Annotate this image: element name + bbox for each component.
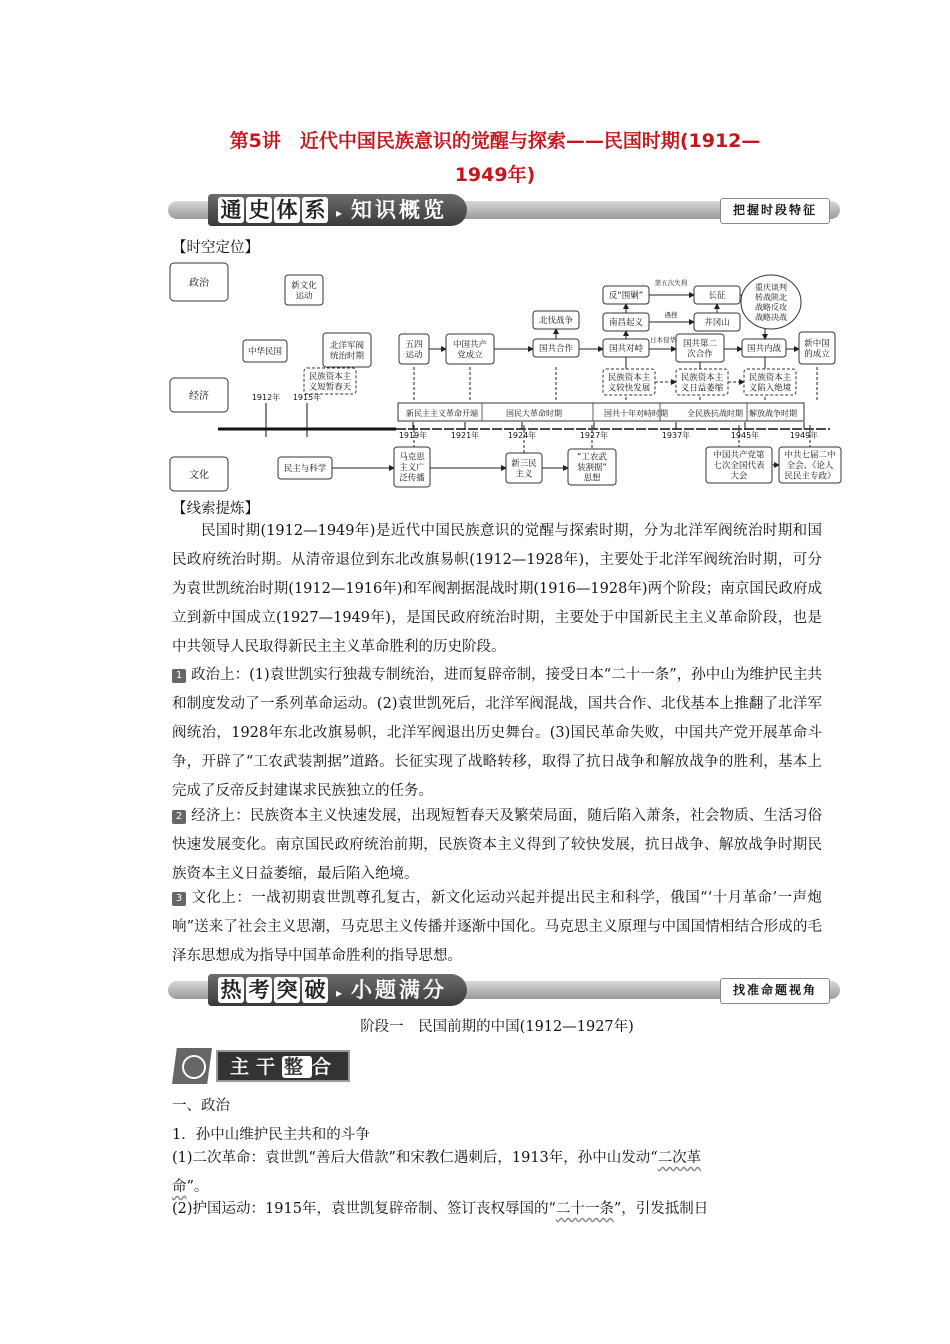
box-minzu2 — [603, 369, 655, 395]
triangle-icon: ▸ — [336, 206, 346, 220]
year-label: 1919年 — [398, 431, 428, 440]
target-icon — [172, 1048, 212, 1084]
box-text: 思想 — [583, 473, 601, 484]
banner-overview — [168, 193, 840, 227]
box-text: 国共合作 — [538, 344, 574, 354]
box-text: 重庆谈判 — [755, 283, 787, 292]
title-line-2: 1949年) — [454, 164, 536, 186]
box-text: 大会 — [730, 471, 748, 482]
arrow-label-fifth-defeat: 第五次失利 — [654, 279, 688, 287]
box-text: 主义 — [515, 469, 533, 480]
box-qida — [706, 447, 772, 483]
box-xinzhongguo — [799, 332, 835, 364]
box-text: 七次全国代表 — [713, 461, 765, 471]
box-text: 国共第二 — [682, 338, 718, 349]
box-text: 义较快发展 — [607, 383, 651, 394]
number-badge: 3 — [172, 892, 186, 906]
box-text: 义短暂春天 — [308, 382, 352, 393]
stage-label: 新民主主义革命开端 — [406, 409, 478, 418]
point-culture: 3 文化上：一战初期袁世凯尊孔复古，新文化运动兴起并提出民主和科学，俄国“‘十月革命’一声炮响”送来了社会主义思潮，马克思主义传播并逐渐中国化。马克思主义原理与中国国情相结合形成的毛泽东思想成为指导中国革命胜利的指导思想。 — [172, 890, 822, 964]
item-national-protection: (2)护国运动：1915年，袁世凯复辟帝制、签订丧权辱国的“二十一条”，引发抵制日 — [172, 1201, 709, 1217]
box-text: 井冈山 — [704, 318, 730, 328]
box-text: 新三民 — [511, 458, 537, 469]
year-label: 1924年 — [507, 431, 537, 440]
box-text: 民民主专政》 — [784, 471, 836, 482]
box-gghz — [533, 339, 579, 357]
box-text: 民族资本主 — [680, 372, 724, 383]
box-text: 中国共产 — [452, 339, 488, 350]
box-text: 统治时期 — [329, 351, 365, 362]
box-text: 国共对峙 — [608, 344, 644, 354]
box-text: 长征 — [708, 291, 726, 301]
box-text: 次合作 — [687, 349, 713, 360]
year-label: 1945年 — [730, 431, 760, 440]
arrow-label-setback: 遇挫 — [664, 311, 678, 319]
title-line-1: 第5讲 近代中国民族意识的觉醒与探索——民国时期(1912— — [229, 130, 761, 152]
box-text: 义陷入绝境 — [748, 383, 792, 394]
box-weijiao — [603, 286, 649, 304]
paragraph-intro: 民国时期(1912—1949年)是近代中国民族意识的觉醒与探索时期，分为北洋军阀统治时期和国民政府统治时期。从清帝退位到东北改旗易帜(1912—1928年)，主要处于北洋军阀统治时期，可分为袁世凯统治时期(1912—1916年)和军阀割据混战时期(1916—1928年)两个阶段；南京国民政府成立到新中国成立(1927—1949年)，是国民政府统治时期，主要处于中国新民主主义革命阶段，也是中共领导人民取得新民主主义革命胜利的历史阶段。 — [172, 523, 822, 655]
year-label: 1949年 — [789, 431, 819, 440]
box-text: 南昌起义 — [608, 318, 644, 328]
box-qijie — [779, 447, 841, 483]
box-makesi — [394, 447, 430, 487]
box-xinwenhua — [285, 275, 323, 305]
box-text: 北伐战争 — [538, 316, 574, 326]
banner-hotspot — [168, 973, 840, 1007]
box-text: 新中国 — [804, 338, 830, 349]
stage-label: 国共十年对峙时期 — [604, 409, 668, 418]
box-gongduizhi — [603, 339, 649, 357]
box-text: 战略决战 — [755, 313, 787, 322]
subsection-1: 1．孙中山维护民主共和的斗争 — [172, 1127, 370, 1143]
year-label: 1921年 — [450, 431, 480, 440]
banner-overview-tag: 把握时段特征 — [720, 198, 830, 224]
point-politics: 1 政治上：(1)袁世凯实行独裁专制统治，进而复辟帝制，接受日本“二十一条”，孙中山为维护民主共和制度发动了一系列革命运动。(2)袁世凯死后，北洋军阀混战，国共合作、北伐基本上推翻了北洋军阀统治，1928年东北改旗易帜，北洋军阀退出历史舞台。(3)国民革命失败，中国共产党开展革命斗争，开辟了“工农武装割据”道路。长征实现了战略转移，取得了抗日战争和解放战争的胜利，基本上完成了反帝反封建谋求民族独立的任务。 — [172, 667, 822, 799]
box-text: 新文化 — [291, 280, 317, 291]
box-text: 民主与科学 — [283, 464, 327, 474]
stage-label: 解放战争时期 — [749, 409, 797, 418]
year-label: 1915年 — [292, 393, 322, 402]
banner-hotspot-tag: 找准命题视角 — [720, 978, 830, 1004]
box-text: 反“围剿” — [608, 291, 644, 301]
box-minzu3 — [676, 369, 728, 395]
box-text: 党成立 — [457, 350, 483, 361]
lesson-title — [170, 124, 820, 192]
box-changzheng — [694, 286, 740, 304]
box-text: 转战陕北 — [755, 293, 787, 302]
box-text: 国共内战 — [746, 344, 782, 354]
box-text: 泛传播 — [399, 473, 425, 484]
box-text: 中华民国 — [247, 347, 283, 357]
box-text: 义日益萎缩 — [680, 383, 724, 394]
box-text: 运动 — [405, 350, 423, 361]
box-text: “工农武 — [577, 452, 607, 463]
timeline-diagram — [0, 255, 950, 495]
box-text: 装割据” — [577, 463, 607, 473]
box-text: 马克思 — [399, 452, 425, 463]
box-text: 中共七届二中 — [784, 450, 836, 461]
banner-overview-title: 通 史 体 系 ▸ 知识概览 — [208, 194, 467, 226]
label-spacetime: 【时空定位】 — [172, 240, 259, 256]
box-text: 民族资本主 — [748, 372, 792, 383]
main-integration-header: 主干 整 合 — [172, 1048, 354, 1084]
box-text: 全会、《论人 — [786, 461, 834, 471]
box-text: 五四 — [405, 339, 423, 350]
box-gongnong — [568, 449, 616, 485]
number-badge: 2 — [172, 810, 186, 824]
stage-label: 全民族抗战时期 — [687, 409, 743, 418]
number-badge: 1 — [172, 669, 186, 683]
box-text: 的成立 — [804, 349, 830, 360]
box-zhonghuaminguo — [243, 340, 287, 362]
arrow-label-japan: 日本侵华 — [650, 336, 676, 344]
triangle-icon: ▸ — [336, 986, 346, 1000]
point-economy: 2 经济上：民族资本主义快速发展，出现短暂春天及繁荣局面，随后陷入萧条，社会物质、生活习俗快速发展变化。南京国民政府统治前期，民族资本主义得到了较快发展，抗日战争、解放战争时期民族资本主义日益萎缩，最后陷入绝境。 — [172, 808, 822, 882]
row-label-text: 文化 — [189, 470, 209, 481]
box-sanmin — [506, 453, 542, 483]
box-wusi — [399, 334, 429, 364]
box-zgcl — [446, 334, 494, 364]
box-nanchang — [603, 313, 649, 331]
box-neizhan — [742, 339, 786, 357]
year-label: 1912年 — [251, 393, 281, 402]
stage-title: 阶段一 民国前期的中国(1912—1927年) — [360, 1019, 634, 1035]
box-erci — [676, 334, 724, 362]
row-label-text: 经济 — [189, 391, 209, 402]
box-text: 主义广 — [399, 463, 425, 473]
year-label: 1927年 — [579, 431, 609, 440]
year-label: 1937年 — [661, 431, 691, 440]
box-jinggang — [694, 313, 740, 331]
box-minzu4 — [744, 369, 796, 395]
box-minzhu — [278, 457, 332, 479]
box-text: 运动 — [295, 291, 313, 302]
box-minzu1 — [304, 368, 356, 394]
banner-hotspot-title: 热 考 突 破 ▸ 小题满分 — [208, 974, 467, 1006]
box-text: 民族资本主 — [607, 372, 651, 383]
section-politics: 一、政治 — [172, 1098, 230, 1114]
box-text: 北洋军阀 — [329, 340, 365, 351]
box-text: 战略反攻 — [755, 303, 787, 312]
label-clues: 【线索提炼】 — [172, 501, 259, 517]
row-label-text: 政治 — [189, 278, 209, 289]
box-beiyang — [323, 333, 371, 367]
box-beifa — [533, 311, 579, 329]
box-text: 民族资本主 — [308, 371, 352, 382]
box-text: 中国共产党第 — [713, 450, 765, 461]
item-second-revolution: (1)二次革命：袁世凯“善后大借款”和宋教仁遇刺后，1913年，孙中山发动“二次革 命”。 — [172, 1150, 702, 1195]
stage-label: 国民大革命时期 — [506, 409, 562, 418]
box-chongqing — [741, 275, 801, 329]
